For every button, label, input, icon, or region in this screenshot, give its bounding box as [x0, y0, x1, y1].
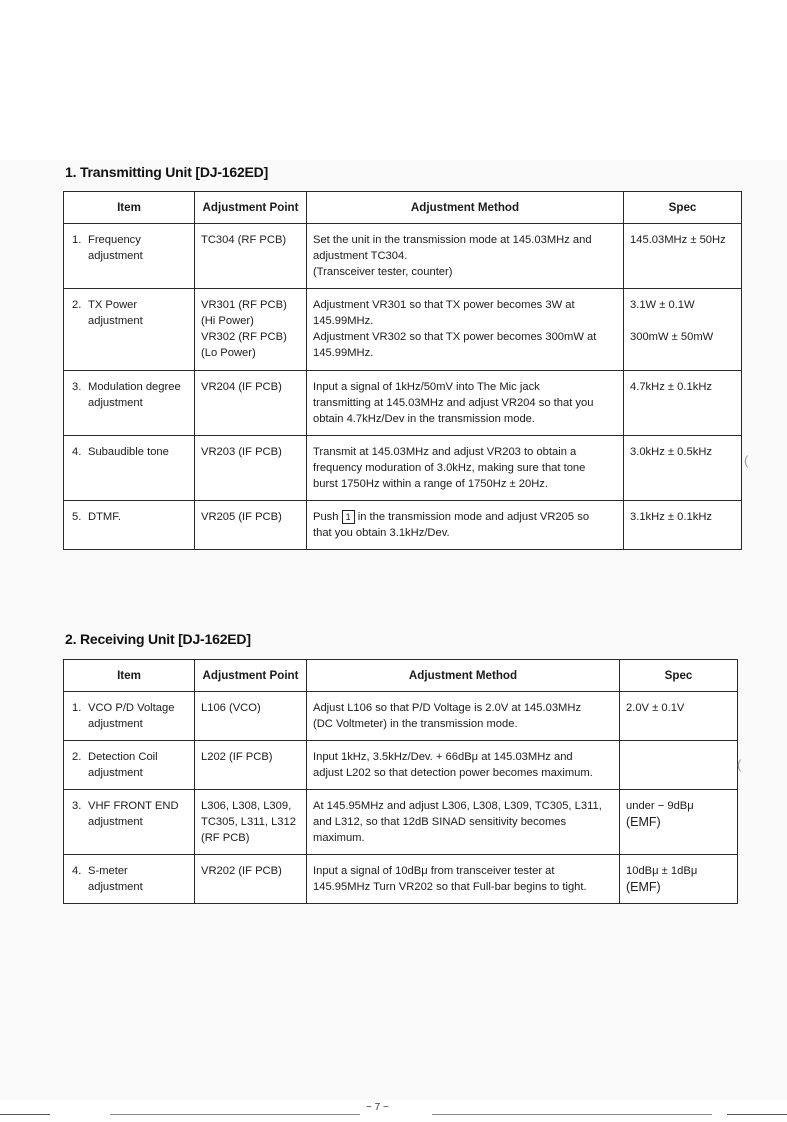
- adjustment-point-cell: L306, L308, L309, TC305, L311, L312 (RF PCB): [195, 790, 307, 855]
- item-cell: 4. Subaudible tone: [64, 436, 195, 501]
- table-row: [64, 790, 738, 855]
- footer-rule-right-inner: [432, 1114, 712, 1115]
- table-row: [64, 371, 742, 436]
- adjustment-method-cell: At 145.95MHz and adjust L306, L308, L309, TC305, L311, and L312, so that 12dB SINAD sensitivity becomes maximum.: [307, 790, 620, 855]
- adjustment-point-cell: VR203 (IF PCB): [195, 436, 307, 501]
- column-header-item: Item: [64, 660, 195, 692]
- spec-cell: 2.0V ± 0.1V: [620, 692, 738, 741]
- item-cell: 3. VHF FRONT END adjustment: [64, 790, 195, 855]
- transmitting-section-title: 1. Transmitting Unit [DJ-162ED]: [65, 164, 269, 180]
- adjustment-method-cell: Input a signal of 1kHz/50mV into The Mic jack transmitting at 145.03MHz and adjust VR204 so that you obtain 4.7kHz/Dev in the transmission mode.: [307, 371, 624, 436]
- footer-rule-left-inner: [110, 1114, 360, 1115]
- adjustment-method-cell: Input 1kHz, 3.5kHz/Dev. + 66dBμ at 145.03MHz and adjust L202 so that detection power becomes maximum.: [307, 741, 620, 790]
- item-cell: 2. Detection Coil adjustment: [64, 741, 195, 790]
- spec-cell: 3.0kHz ± 0.5kHz: [624, 436, 742, 501]
- transmitting-adjustment-table: [63, 191, 742, 550]
- adjustment-point-cell: VR301 (RF PCB) (Hi Power) VR302 (RF PCB) (Lo Power): [195, 289, 307, 371]
- spec-cell: [620, 741, 738, 790]
- table-row: [64, 741, 738, 790]
- adjustment-method-cell: Adjust L106 so that P/D Voltage is 2.0V at 145.03MHz (DC Voltmeter) in the transmission mode.: [307, 692, 620, 741]
- spec-cell: 10dBμ ± 1dBμ (EMF): [620, 855, 738, 904]
- table-row: [64, 436, 742, 501]
- table-row: [64, 692, 738, 741]
- item-cell: 3. Modulation degree adjustment: [64, 371, 195, 436]
- receiving-section-title: 2. Receiving Unit [DJ-162ED]: [65, 631, 251, 647]
- adjustment-point-cell: VR205 (IF PCB): [195, 501, 307, 550]
- receiving-adjustment-table: [63, 659, 738, 904]
- column-header-adjustment-method: Adjustment Method: [307, 192, 624, 224]
- column-header-adjustment-point: Adjustment Point: [195, 192, 307, 224]
- spec-cell: 4.7kHz ± 0.1kHz: [624, 371, 742, 436]
- column-header-item: Item: [64, 192, 195, 224]
- table-row: [64, 224, 742, 289]
- adjustment-method-cell: Push 1 in the transmission mode and adjust VR205 so that you obtain 3.1kHz/Dev.: [307, 501, 624, 550]
- table-row: [64, 289, 742, 371]
- adjustment-point-cell: TC304 (RF PCB): [195, 224, 307, 289]
- spec-cell: 3.1W ± 0.1W 300mW ± 50mW: [624, 289, 742, 371]
- column-header-adjustment-method: Adjustment Method: [307, 660, 620, 692]
- item-cell: 5. DTMF.: [64, 501, 195, 550]
- spec-cell: 145.03MHz ± 50Hz: [624, 224, 742, 289]
- table-row: [64, 855, 738, 904]
- adjustment-point-cell: L106 (VCO): [195, 692, 307, 741]
- edge-scan-mark: (: [737, 757, 742, 772]
- column-header-adjustment-point: Adjustment Point: [195, 660, 307, 692]
- footer-rule-left: [0, 1114, 50, 1115]
- edge-scan-mark: (: [744, 453, 749, 468]
- spec-cell: 3.1kHz ± 0.1kHz: [624, 501, 742, 550]
- item-cell: 1. Frequency adjustment: [64, 224, 195, 289]
- adjustment-point-cell: L202 (IF PCB): [195, 741, 307, 790]
- dtmf-key-1-icon: 1: [342, 510, 355, 524]
- adjustment-method-cell: Adjustment VR301 so that TX power becomes 3W at 145.99MHz. Adjustment VR302 so that TX power becomes 300mW at 145.99MHz.: [307, 289, 624, 371]
- item-cell: 1. VCO P/D Voltage adjustment: [64, 692, 195, 741]
- footer-rule-right: [727, 1114, 787, 1115]
- item-cell: 4. S-meter adjustment: [64, 855, 195, 904]
- adjustment-point-cell: VR204 (IF PCB): [195, 371, 307, 436]
- column-header-spec: Spec: [620, 660, 738, 692]
- adjustment-point-cell: VR202 (IF PCB): [195, 855, 307, 904]
- page-number: − 7 −: [366, 1102, 389, 1113]
- adjustment-method-cell: Input a signal of 10dBμ from transceiver tester at 145.95MHz Turn VR202 so that Full-bar begins to tight.: [307, 855, 620, 904]
- column-header-spec: Spec: [624, 192, 742, 224]
- spec-cell: under − 9dBμ (EMF): [620, 790, 738, 855]
- adjustment-method-cell: Transmit at 145.03MHz and adjust VR203 to obtain a frequency moduration of 3.0kHz, making sure that tone burst 1750Hz within a range of 1750Hz ± 20Hz.: [307, 436, 624, 501]
- item-cell: 2. TX Power adjustment: [64, 289, 195, 371]
- table-row: [64, 501, 742, 550]
- adjustment-method-cell: Set the unit in the transmission mode at 145.03MHz and adjustment TC304. (Transceiver tester, counter): [307, 224, 624, 289]
